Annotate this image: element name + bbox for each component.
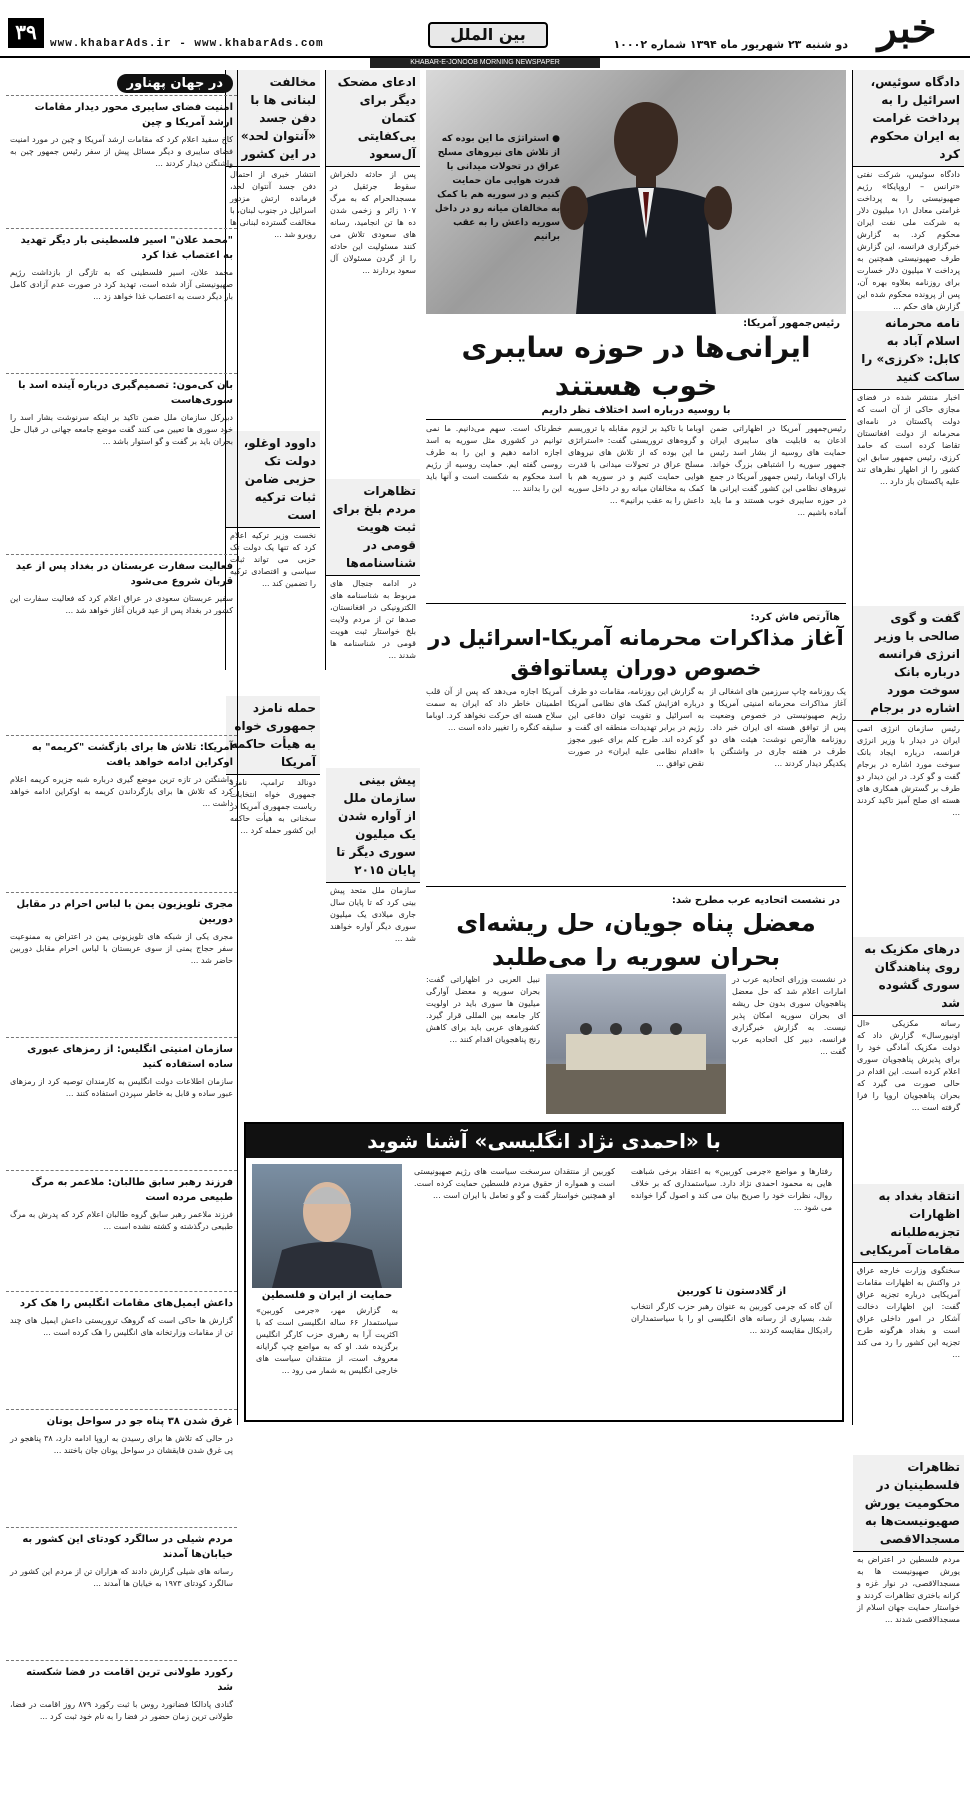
news-body: کاخ سفید اعلام کرد که مقامات ارشد آمریکا و چین در مورد امنیت فضای سایبری و دیگر مسائل پیش از سفر رئیس جمهور چین به واشنگتن دیدار کردند ...: [10, 135, 233, 168]
news-body: مردم فلسطین در اعتراض به یورش صهیونیست ها به مسجدالاقصی، در نوار غزه و کرانه باختری تظاهرات کردند و خواستار حمایت جهان اسلام از مسجدالاقصی شدند ...: [857, 1555, 960, 1624]
lead-headline[interactable]: ایرانی‌ها در حوزه سایبری خوب هستند: [461, 331, 811, 402]
news-body: سازمان اطلاعات دولت انگلیس به کارمندان توصیه کرد از رمزهای عبور ساده و قابل به خاطر سپردن استفاده کنند ...: [10, 1077, 233, 1098]
news-body: گزارش ها حاکی است که گروهک تروریستی داعش ایمیل های چند تن از مقامات وزارتخانه های انگلیس را هک کرده است ...: [10, 1316, 233, 1337]
news-body: سازمان ملل متحد پیش بینی کرد که تا پایان سال جاری میلادی یک میلیون سوری دیگر آواره خواهند شد ...: [330, 886, 416, 943]
feature-text: آن گاه که جرمی کوربین به عنوان رهبر حزب کارگر انتخاب شد، بسیاری از رسانه های انگلیسی او را با سیاستمداران رادیکال مقایسه کردند ...: [631, 1302, 832, 1335]
news-headline[interactable]: رکورد طولانی ترین اقامت در فضا شکسته شد: [6, 1660, 237, 1697]
news-headline[interactable]: حمله نامزد جمهوری خواه به هیأت حاکمه آمریکا: [226, 696, 320, 775]
story2-body-col: به گزارش این روزنامه، مقامات دو طرف درباره افزایش کمک های نظامی آمریکا به اسرائیل و تقویت توان دفاعی این رژیم در برابر تهدیدات منطقه ای گفت و گو کرده اند. طرح کلم برای عبور مجوز «اقدام نظامی علیه ایران» در صورت نقض توافق ...: [568, 687, 704, 768]
news-headline[interactable]: سازمان امنیتی انگلیس: از رمزهای عبوری ساده استفاده کنید: [6, 1037, 237, 1074]
feature-title[interactable]: با «احمدی نژاد انگلیسی» آشنا شوید: [246, 1124, 842, 1158]
lead-body-col: خطرناک است. سهم می‌دانیم. ما نمی توانیم در کشوری مثل سوریه به اسد اجازه ادامه دهیم و این را به طرف روسی گفته ایم. حمایت روسیه از رژیم اسد محکوم به شکست است و آنها باید این را بدانند ...: [426, 424, 562, 493]
news-body: دادگاه سوئیس، شرکت نفتی «ترانس – اروپایکا» رژیم صهیونیستی را به پرداخت غرامتی معادل ۱٫۱ میلیون دلار به شرکت ملی نفت ایران محکوم کرد. به گزارش خبرگزاری فرانسه، این گزارش طرف صهیونیستی همچنین به پرداخت ۷ میلیون دلار خسارت برای روزنامه بعلاوه بهره آن، پس از پرونده محکوم شده این گزارش های حکم ...: [857, 170, 960, 311]
news-body: در ادامه جنجال های مربوط به شناسنامه های الکترونیکی در افغانستان، صدها تن از مردم ولایت بلخ خواستار ثبت هویت قومی در شناسنامه ها شدند ...: [330, 579, 416, 660]
middle-column-1: [325, 70, 420, 943]
story2-body: [426, 683, 846, 882]
portrait-photo: [252, 1164, 402, 1288]
section-title: بین الملل: [428, 22, 548, 48]
lead-subhead: با روسیه درباره اسد اختلاف نظر داریم: [426, 405, 846, 420]
news-headline[interactable]: مردم شیلی در سالگرد کودتای این کشور به خیابان‌ها آمدند: [6, 1527, 237, 1564]
divider: [426, 886, 846, 887]
news-headline[interactable]: داوود اوغلو، دولت تک حزبی ضامن ثبات ترکیه است: [226, 431, 320, 528]
story3-body-col: در نشست وزرای اتحادیه عرب در امارات اعلام شد که حل معضل پناهجویان سوری بدون حل ریشه ای بحران سوریه امکان پذیر نیست. به گزارش خبرگزاری فرانسه، دبیر کل اتحادیه عرب گفت ...: [732, 975, 846, 1056]
newspaper-logo: خبر: [877, 5, 937, 52]
feature-col: [627, 1164, 836, 1414]
news-body: رئیس سازمان انرژی اتمی ایران در دیدار با وزیر انرژی فرانسه، درباره ایجاد بانک سوخت مورد اشاره در برجام گفت و گو کرد. در این دیدار دو طرف بر گسترش همکاری های هسته ای صلح آمیز تاکید کردند ...: [857, 724, 960, 817]
news-headline[interactable]: درهای مکزیک به روی پناهندگان سوری گشوده شد: [853, 937, 964, 1016]
news-body: نخست وزیر ترکیه اعلام کرد که تنها یک دولت تک حزبی می تواند ثبات سیاسی و اقتصادی ترکیه را تضمین کند ...: [230, 531, 316, 588]
news-headline[interactable]: تظاهرات مردم بلخ برای ثبت هویت قومی در شناسنامه‌ها: [326, 479, 420, 576]
news-body: اخبار منتشر شده در فضای مجازی حاکی از آن است که دولت پاکستان در نامه‌ای محرمانه از دولت افغانستان تقاضا کرده است که حامد کرزی، رئیس جمهور سابق این کشور را از اظهار نظرهای تند علیه پاکستان باز دارد ...: [857, 393, 960, 486]
story3-body: [426, 974, 846, 1124]
news-headline[interactable]: بان کی‌مون: تصمیم‌گیری درباره آینده اسد با سوری‌هاست: [6, 373, 237, 410]
summit-photo: [546, 974, 726, 1114]
lead-body-col: رئیس‌جمهور آمریکا در اظهاراتی ضمن اذعان به قابلیت های سایبری ایران حمایت های روسیه از بشار اسد رئیس جمهور سوریه را اشتباهی بزرگ خواند. باراک اوباما، رئیس جمهور آمریکا در جمع نیروهای نظامی این کشور گفت ایرانی ها در حوزه سایبری خوب هستند و ما باید آماده باشیم ...: [710, 424, 846, 517]
news-body: دبیرکل سازمان ملل ضمن تاکید بر اینکه سرنوشت بشار اسد را خود سوری ها تعیین می کنند گفت موضع جامعه جهانی در قبال حل بحران باید بر گفت و گو استوار باشد ...: [10, 413, 233, 446]
news-body: انتشار خبری از احتمال دفن جسد آنتوان لحد، فرمانده ارتش مزدور اسرائیل در جنوب لبنان، با مخالفت گسترده لبنانی ها روبرو شد ...: [230, 170, 316, 239]
news-body: گنادی پادالکا فضانورد روس با ثبت رکورد ۸۷۹ روز اقامت در فضا، طولانی ترین زمان حضور در فضا را به نام خود ثبت کرد ...: [10, 1700, 234, 1721]
news-headline[interactable]: غرق شدن ۳۸ پناه جو در سواحل یونان: [6, 1409, 237, 1431]
news-headline[interactable]: گفت و گوی صالحی با وزیر انرژی فرانسه درباره بانک سوخت مورد اشاره در برجام: [853, 606, 964, 721]
conference-table-icon: [546, 974, 726, 1114]
divider: [426, 603, 846, 604]
news-headline[interactable]: آمریکا: تلاش ها برای بازگشت "کریمه" به اوکراین ادامه خواهد یافت: [6, 735, 237, 772]
news-headline[interactable]: ادعای مضحک دیگر برای کتمان بی‌کفایتی آل‌سعود: [326, 70, 420, 167]
news-headline[interactable]: فعالیت سفارت عربستان در بغداد پس از عید قربان شروع می‌شود: [6, 554, 237, 591]
news-body: در حالی که تلاش ها برای رسیدن به اروپا ادامه دارد، ۳۸ پناهجو در پی غرق شدن قایقشان در سواحل یونان جان باختند ...: [10, 1434, 233, 1455]
story2-headline[interactable]: آغاز مذاکرات محرمانه آمریکا-اسرائیل در خصوص دوران پساتوافق: [428, 626, 844, 680]
news-headline[interactable]: "محمد علان" اسیر فلسطینی بار دیگر تهدید به اعتصاب غذا کرد: [6, 228, 237, 265]
lead-body-col: اوباما با تاکید بر لزوم مقابله با تروریسم و گروه‌های تروریستی گفت: «استراتژی ما این بوده که از تلاش های نیروهای مسلح عراق در تحولات میدانی با قدرت هوایی حمایت کنیم و در سوریه هم با کمک به مخالفان میانه رو در داخل سوریه داعش را به عقب برانیم» ...: [568, 424, 704, 505]
news-headline[interactable]: امنیت فضای سایبری محور دیدار مقامات ارشد آمریکا و چین: [6, 95, 237, 132]
portrait-icon: [252, 1164, 402, 1288]
feature-text: به گزارش مهر، «جرمی کوربین» سیاستمدار ۶۶ ساله انگلیسی است که با اکثریت آرا به رهبری حزب کارگر انگلیس برگزیده شد. او که به مواضع چپ گرایانه معروف است، از منتقدان سیاست های خارجی انگلیس به شمار می رود ...: [256, 1306, 399, 1375]
news-headline[interactable]: پیش بینی سازمان ملل از آواره شدن یک میلیون سوری دیگر تا پایان ۲۰۱۵: [326, 768, 420, 883]
news-headline[interactable]: نامه محرمانه اسلام آباد به کابل: «کرزی» را ساکت کنید: [853, 311, 964, 390]
story2-body-col: آمریکا اجازه می‌دهد که پس از آن قلب اطمینان خاطر داد که ایران به سمت سلاح هسته ای حرکت نخواهد کرد. اوباما سلیقه کنگره را تغییر داده است ...: [426, 687, 562, 732]
news-headline[interactable]: داعش ایمیل‌های مقامات انگلیس را هک کرد: [6, 1291, 237, 1313]
page-number: ۳۹: [8, 18, 44, 48]
news-headline[interactable]: دادگاه سوئیس، اسرائیل را به پرداخت غرامت به ایران محکوم کرد: [853, 70, 964, 167]
feature-subheading: از گلادستون تا کوربین: [676, 1286, 787, 1297]
story3-kicker: در نشست اتحادیه عرب مطرح شد:: [671, 895, 840, 906]
news-headline[interactable]: انتقاد بغداد به اظهارات تجزیه‌طلبانه مقامات آمریکایی: [853, 1184, 964, 1263]
website-url[interactable]: www.khabarAds.ir - www.khabarAds.com: [50, 38, 324, 50]
story3-headline[interactable]: معضل پناه جویان، حل ریشه‌ای بحران سوریه را می‌طلبد: [456, 909, 816, 971]
news-body: فرزند ملاعمر رهبر سابق گروه طالبان اعلام کرد که پدرش به مرگ طبیعی درگذشته و کشته نشده است ...: [10, 1210, 233, 1231]
english-strip: KHABAR-E-JONOOB MORNING NEWSPAPER: [370, 58, 600, 68]
left-column-banner: در جهان پهناور: [117, 74, 233, 93]
lead-kicker: رئیس‌جمهور آمریکا:: [743, 318, 840, 329]
news-body: سفیر عربستان سعودی در عراق اعلام کرد که فعالیت سفارت این کشور در بغداد پس از عید قربان آغاز خواهد شد ...: [10, 594, 233, 615]
feature-col: [252, 1164, 402, 1414]
lead-pull-quote: ● استراتژی ما این بوده که از تلاش های نیروهای مسلح عراق در تحولات میدانی با قدرت هوایی مان حمایت کنیم و در سوریه هم با کمک به مخالفان میانه رو در داخل سوریه داعش را به عقب برانیم: [434, 134, 560, 242]
left-news-column: [6, 70, 238, 1721]
middle-column-2: [225, 70, 320, 835]
center-stories: [426, 70, 846, 1124]
speaker-photo-icon: [556, 88, 736, 314]
news-body: محمد علان، اسیر فلسطینی که به تازگی از بازداشت رژیم صهیونیستی آزاد شده است، تهدید کرد در صورت عدم آزادی کامل بار دیگر دست به اعتصاب غذا خواهد زد ...: [10, 268, 233, 301]
story2-body-col: یک روزنامه چاپ سرزمین های اشغالی از آغاز مذاکرات محرمانه امنیتی آمریکا و رژیم صهیونیستی در خصوص وضعیت پس از توافق هسته ای ایران خبر داد. روزنامه هاآرتص نوشت: هیئت های دو طرف در هفته جاری در واشنگتن با یکدیگر دیدار کردند ...: [710, 687, 846, 768]
masthead: [0, 0, 970, 58]
news-body: دونالد ترامپ، نامزد جمهوری خواه انتخابات ریاست جمهوری آمریکا در سخنانی به هیأت حاکمه این کشور حمله کرد ...: [230, 778, 316, 835]
right-news-column: [852, 70, 964, 1624]
feature-col: [410, 1164, 619, 1414]
news-body: واشنگتن در تازه ترین موضع گیری درباره شبه جزیره کریمه اعلام کرد که تلاش ها برای بازگرداندن کریمه به اوکراین ادامه خواهد داشت ...: [10, 775, 233, 808]
feature-text: کوربین از منتقدان سرسخت سیاست های رژیم صهیونیستی است و همواره از حقوق مردم فلسطین حمایت کرده است. او همچنین خواستار گفت و گو و تعامل با ایران است ...: [414, 1167, 615, 1200]
feature-text: رفتارها و مواضع «جرمی کوربین» به اعتقاد برخی شباهت هایی به محمود احمدی نژاد دارد. سیاستمداری که بر خلاف روال، نظرات خود را صریح بیان می کند و اصول گرا خوانده می شود ...: [631, 1167, 832, 1212]
news-headline[interactable]: فرزند رهبر سابق طالبان: ملاعمر به مرگ طبیعی مرده است: [6, 1170, 237, 1207]
lead-body: [426, 420, 846, 599]
feature-subheading: حمایت از ایران و فلسطین: [261, 1290, 393, 1301]
feature-story: [244, 1122, 844, 1422]
news-headline[interactable]: مخالفت لبنانی ها با دفن جسد «آنتوان لحد» در این کشور: [226, 70, 320, 167]
story3-body-col: نبیل العربی در اظهاراتی گفت: بحران سوریه و معضل آوارگی میلیون ها سوری باید در اولویت کار جامعه بین المللی قرار گیرد. کشورهای عربی باید برای کاهش رنج پناهجویان اقدام کنند ...: [426, 975, 540, 1044]
issue-date: دو شنبه ۲۳ شهریور ماه ۱۳۹۴ شماره ۱۰۰۰۲: [613, 38, 848, 51]
news-headline[interactable]: تظاهرات فلسطینیان در محکومیت یورش صهیونیست‌ها به مسجدالاقصی: [853, 1455, 964, 1552]
story2-kicker: هاآرتص فاش کرد:: [750, 612, 840, 623]
lead-photo: [426, 70, 846, 314]
news-body: سخنگوی وزارت خارجه عراق در واکنش به اظهارات مقامات آمریکایی درباره تجزیه عراق گفت: این اظهارات دخالت آشکار در امور داخلی عراق است و بغداد هرگونه طرح تجزیه این کشور را رد می کند ...: [857, 1266, 960, 1359]
feature-body: [246, 1158, 842, 1420]
news-body: رسانه مکزیکی «ال اونیورسال» گزارش داد که دولت مکزیک آمادگی خود را برای پذیرش پناهجویان سوری اعلام کرده است. این اقدام در حالی صورت می گیرد که بحران پناهجویان اروپا را فرا گرفته است ...: [857, 1019, 960, 1112]
news-body: پس از حادثه دلخراش سقوط جرثقیل در مسجدالحرام که به مرگ ۱۰۷ زائر و زخمی شدن ده ها تن انجامید، رسانه های سعودی تلاش می کنند مسئولیت این حادثه را از گردن مسئولان آل سعود بردارند ...: [330, 170, 416, 275]
news-body: مجری یکی از شبکه های تلویزیونی یمن در اعتراض به ممنوعیت سفر حجاج یمنی از سوی عربستان با لباس احرام مقابل دوربین حاضر شد ...: [10, 932, 233, 965]
news-body: رسانه های شیلی گزارش دادند که هزاران تن از مردم این کشور در سالگرد کودتای ۱۹۷۳ به خیابان ها آمدند ...: [10, 1567, 233, 1588]
news-headline[interactable]: مجری تلویزیون یمن با لباس احرام در مقابل دوربین: [6, 892, 237, 929]
